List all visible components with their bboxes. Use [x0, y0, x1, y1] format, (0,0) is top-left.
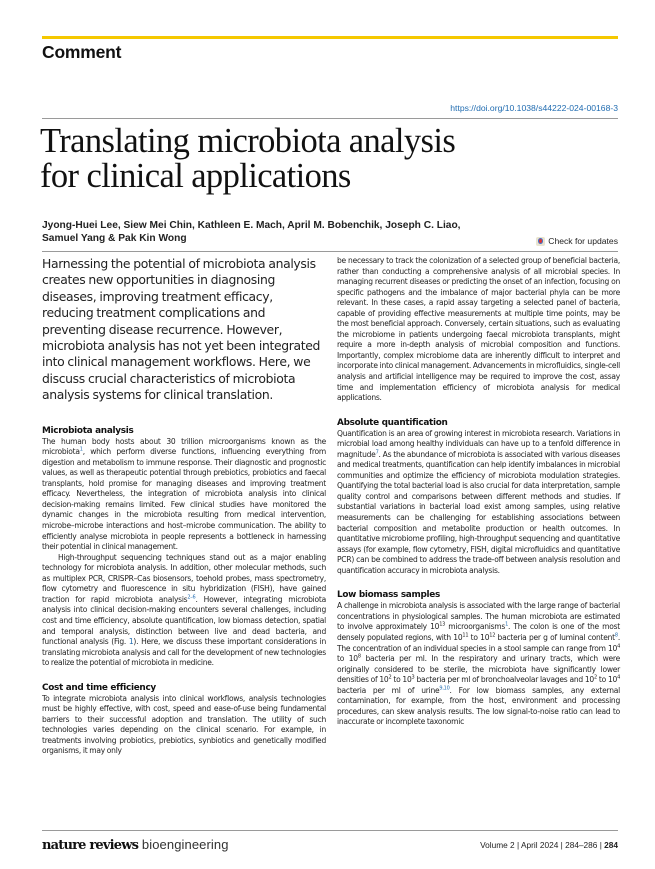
- paragraph: be necessary to track the colonization of a selected group of beneficial bacteria, rather than conducting a comprehensive analysis of all microbial species. In managing recurrent diseases or predicting the onset of an infection, focusing on specific pathogens and the imbalance of major bacterial phyla can be more relevant. In these cases, a rapid assay targeting a selected panel of bacteria, capable of providing effective measurements at multiple time points, may be the most beneficial approach. Conversely, certain situations, such as evaluating the microbiome in patients undergoing faecal microbiota transplants, might require a more in-depth analysis of microbial composition and functions. Importantly, complex microbiome data are inherently difficult to interpret and incorporate into clinical management. Advancements in microfluidics, single-cell analysis and artificial intelligence may be required to improve the cost, assay time and implementation efficiency of microbiota analysis for medical applications.: [337, 256, 620, 403]
- reference-link[interactable]: 7: [375, 449, 379, 456]
- journal-name-bold: nature reviews: [42, 838, 139, 853]
- authors-line-1: Jyong-Huei Lee, Siew Mei Chin, Kathleen E. Mach, April M. Bobenchik, Joseph C. Liao,: [42, 220, 461, 231]
- accent-bar: [42, 36, 618, 39]
- doi-link[interactable]: https://doi.org/10.1038/s44222-024-00168-3: [450, 103, 618, 113]
- paragraph: High-throughput sequencing techniques stand out as a major enabling technology for microbiota analysis. In addition, other molecular methods, such as multiplex PCR, CRISPR–Cas biosensors, toehold probes, mass spectrometry, flow cytometry and fluorescence in situ hybridization (FISH), have gained traction for rapid microbiota analysis$^{2-6}$. However, integrating microbiota analysis into clinical decision-making encounters several challenges, including cost and time efficiency, absolute quantification, low biomass detection, spatial and temporal analysis, distinction between live and dead bacteria, and functional analysis (Fig. 1). Here, we discuss these important considerations in translating microbiota analysis and call for the development of new technologies to realize the potential of microbiota in medicine.: [42, 552, 326, 668]
- figure-link[interactable]: 1: [128, 637, 134, 647]
- title-line-1: Translating microbiota analysis: [40, 122, 456, 160]
- volume-info: [480, 840, 618, 850]
- journal-name-light: bioengineering: [138, 837, 229, 852]
- reference-link[interactable]: 1: [505, 621, 508, 628]
- authors-line-2: Samuel Yang & Pak Kin Wong: [42, 233, 187, 244]
- check-for-updates-button[interactable]: [536, 236, 618, 246]
- heading-cost-time: Cost and time efficiency: [42, 682, 156, 693]
- check-for-updates-label: Check for updates: [548, 236, 618, 246]
- author-list: [42, 219, 502, 245]
- paragraph: Quantification is an area of growing interest in microbiota research. Variations in microbial load among healthy individuals can have up to a tenfold difference in magnitude$^7$. As the abundance of microbiota is associated with various diseases and medical treatments, quantification can help identify imbalances in microbial communities and optimize the efficiency of microbiota modulation strategies. Quantifying the total bacterial load is also crucial for data interpretation, sample quality control and comparisons between different methods and studies. If substantial variations in bacterial load exist among samples, using relative measurements can be challenging for establishing associations between bacterial composition and metabolite production or health outcomes. In quantitative microbiome profiling, high-throughput sequencing and quantitative assays (for example, flow cytometry, FISH, digital microfluidics and quantitative PCR) can be combined to address the trade-off between analysis resolution and quantification accuracy in microbiota analysis.: [337, 428, 620, 575]
- reference-link[interactable]: 9,10: [439, 685, 450, 692]
- heading-microbiota-analysis: Microbiota analysis: [42, 425, 134, 436]
- footer-divider: [42, 830, 618, 831]
- journal-logo: [42, 837, 229, 853]
- heading-low-biomass: Low biomass samples: [337, 590, 440, 601]
- paragraph: A challenge in microbiota analysis is associated with the large range of bacterial concentrations in physiological samples. The human microbiota are estimated to involve approximately $10^{13}$ microorganisms$^1$. The colon is one of the most densely populated regions, with $10^{11}$ to $10^{12}$ bacteria per g of luminal content$^8$. The concentration of an individual species in a stool sample can range from $10^4$ to $10^8$ bacteria per ml. In the respiratory and urinary tracts, which were originally considered to be sterile, the microbiota have significantly lower densities of $10^2$ to $10^3$ bacteria per ml of bronchoalveolar lavages and $10^2$ to $10^4$ bacteria per ml of urine$^{9,10}$. For low biomass samples, any external contamination, for example, from the host, environment and processing procedures, can skew analysis results. The low signal-to-noise ratio can lead to inaccurate or incomplete taxonomic: [337, 601, 621, 727]
- article-title: [40, 124, 600, 194]
- abstract: Harnessing the potential of microbiota analysis creates new opportunities in diagnosing diseases, improving treatment efficacy, reducing treatment complications and preventing disease recurrence. However, microbiota analysis has not yet been integrated into clinical management workflows. Here, we discuss crucial characteristics of microbiota analysis systems for clinical translation.: [42, 256, 321, 403]
- left-column: [42, 256, 326, 757]
- reference-link[interactable]: 1: [79, 446, 83, 453]
- title-line-2: for clinical applications: [40, 157, 351, 195]
- right-column: [337, 256, 620, 728]
- paragraph: The human body hosts about 30 trillion microorganisms known as the microbiota$^1$, which perform diverse functions, influencing everything from digestion and metabolism to immune response. Their diagnostic and prognostic values, as well as therapeutic potential through prebiotics, probiotics and faecal transplants, hold promise for managing diseases and improving treatment efficacy. Nevertheless, the integration of microbiota analysis into clinical decision-making remains limited. Few clinical studies have monitored the dynamic changes in the microbiota resulting from medical intervention, microbe–microbe interactions and host–microbe communication. The ability to efficiently analyse microbiota in people represents a bottleneck in harnessing their potential in clinical management.: [42, 436, 326, 552]
- reference-link[interactable]: 8: [614, 632, 618, 639]
- reference-link[interactable]: 2–6: [187, 594, 196, 601]
- heading-absolute-quantification: Absolute quantification: [337, 417, 448, 428]
- crossmark-icon: [536, 237, 545, 246]
- section-label: Comment: [42, 42, 122, 62]
- page-number: 284: [604, 840, 618, 850]
- authors-divider: [42, 251, 618, 252]
- header-divider: [42, 118, 618, 119]
- volume-text: Volume 2 | April 2024 | 284–286 |: [480, 840, 605, 850]
- paragraph: To integrate microbiota analysis into clinical workflows, analysis technologies must be highly effective, with cost, speed and ease-of-use being fundamental barriers to their successful adoption and translation. The utility of such technologies varies depending on the clinical scenario. For example, in treatments involving probiotics, prebiotics, synbiotics and genetically modified organisms, it may only: [42, 693, 326, 756]
